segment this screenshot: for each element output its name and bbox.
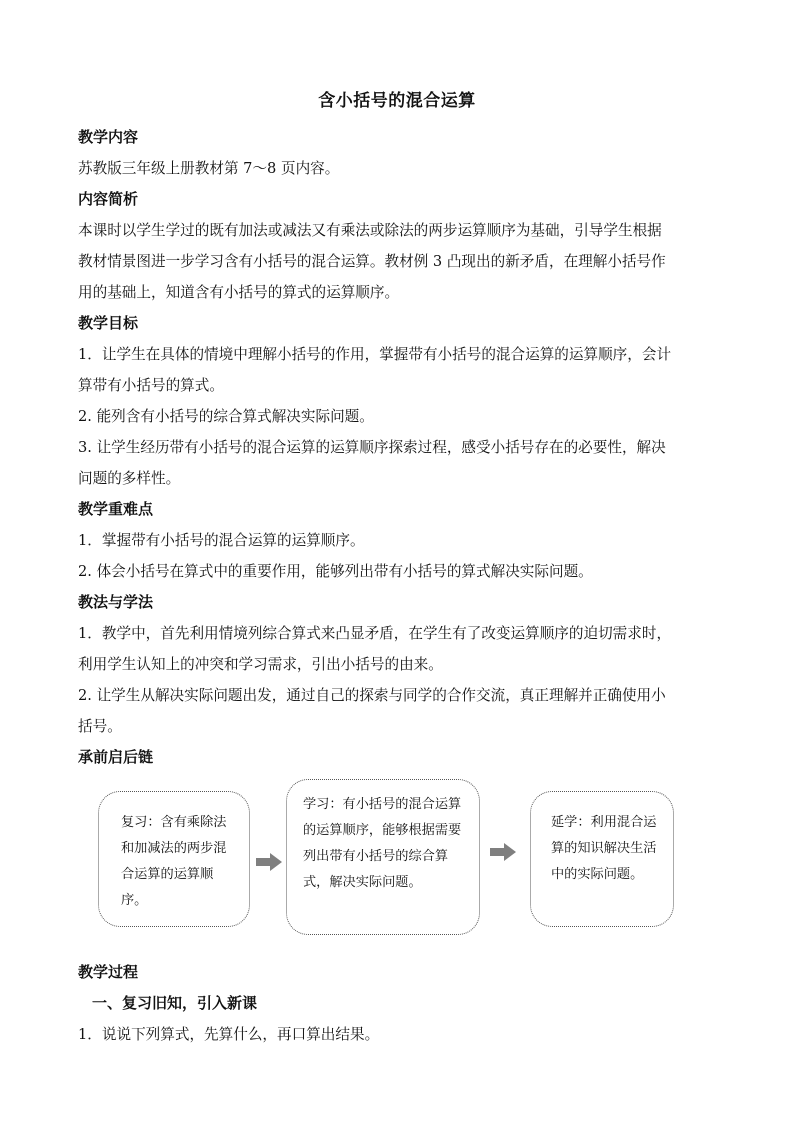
knowledge-chain-diagram [78, 779, 718, 939]
process-line: 1．说说下列算式，先算什么，再口算出结果。 [78, 1026, 380, 1043]
review-box [98, 791, 250, 927]
goal-line: 3. 让学生经历带有小括号的混合运算的运算顺序探索过程，感受小括号存在的必要性，解决 [78, 439, 666, 456]
heading-teaching-goals: 教学目标 [78, 314, 139, 332]
method-line: 2. 让学生从解决实际问题出发，通过自己的探索与同学的合作交流，真正理解并正确使用小 [78, 687, 666, 704]
keypoint-line: 1．掌握带有小括号的混合运算的运算顺序。 [78, 532, 365, 549]
page-title: 含小括号的混合运算 [318, 91, 476, 111]
learn-box-text: 学习：有小括号的混合运算的运算顺序，能够根据需要列出带有小括号的综合算式，解决实际问题。 [303, 797, 462, 890]
goal-line: 1．让学生在具体的情境中理解小括号的作用，掌握带有小括号的混合运算的运算顺序，会计 [78, 346, 672, 363]
method-line: 括号。 [78, 718, 122, 735]
summary-line: 教材情景图进一步学习含有小括号的混合运算。教材例 3 凸现出的新矛盾，在理解小括号作 [78, 253, 666, 270]
learn-box [286, 779, 480, 935]
document-body [78, 122, 718, 1050]
heading-teaching-content: 教学内容 [78, 128, 139, 146]
heading-methods: 教法与学法 [78, 593, 154, 611]
extend-box [530, 791, 674, 927]
extend-box-text: 延学：利用混合运算的知识解决生活中的实际问题。 [551, 815, 657, 882]
summary-line: 用的基础上，知道含有小括号的算式的运算顺序。 [78, 284, 400, 301]
heading-content-summary: 内容简析 [78, 190, 139, 208]
teaching-content-text: 苏教版三年级上册教材第 7～8 页内容。 [78, 160, 340, 177]
goal-line: 问题的多样性。 [78, 470, 181, 487]
keypoint-line: 2. 体会小括号在算式中的重要作用，能够列出带有小括号的算式解决实际问题。 [78, 563, 593, 580]
summary-line: 本课时以学生学过的既有加法或减法又有乘法或除法的两步运算顺序为基础，引导学生根据 [78, 222, 662, 239]
subheading-review: 一、复习旧知，引入新课 [92, 994, 258, 1012]
review-box-text: 复习：含有乘除法和加减法的两步混合运算的运算顺序。 [121, 815, 227, 908]
heading-chain: 承前启后链 [78, 748, 154, 766]
heading-teaching-process: 教学过程 [78, 963, 139, 981]
right-arrow-icon [490, 843, 516, 861]
heading-key-points: 教学重难点 [78, 500, 154, 518]
method-line: 1．教学中，首先利用情境列综合算式来凸显矛盾，在学生有了改变运算顺序的迫切需求时， [78, 625, 672, 642]
right-arrow-icon [256, 853, 282, 871]
goal-line: 算带有小括号的算式。 [78, 377, 224, 394]
method-line: 利用学生认知上的冲突和学习需求，引出小括号的由来。 [78, 656, 443, 673]
goal-line: 2. 能列含有小括号的综合算式解决实际问题。 [78, 408, 374, 425]
